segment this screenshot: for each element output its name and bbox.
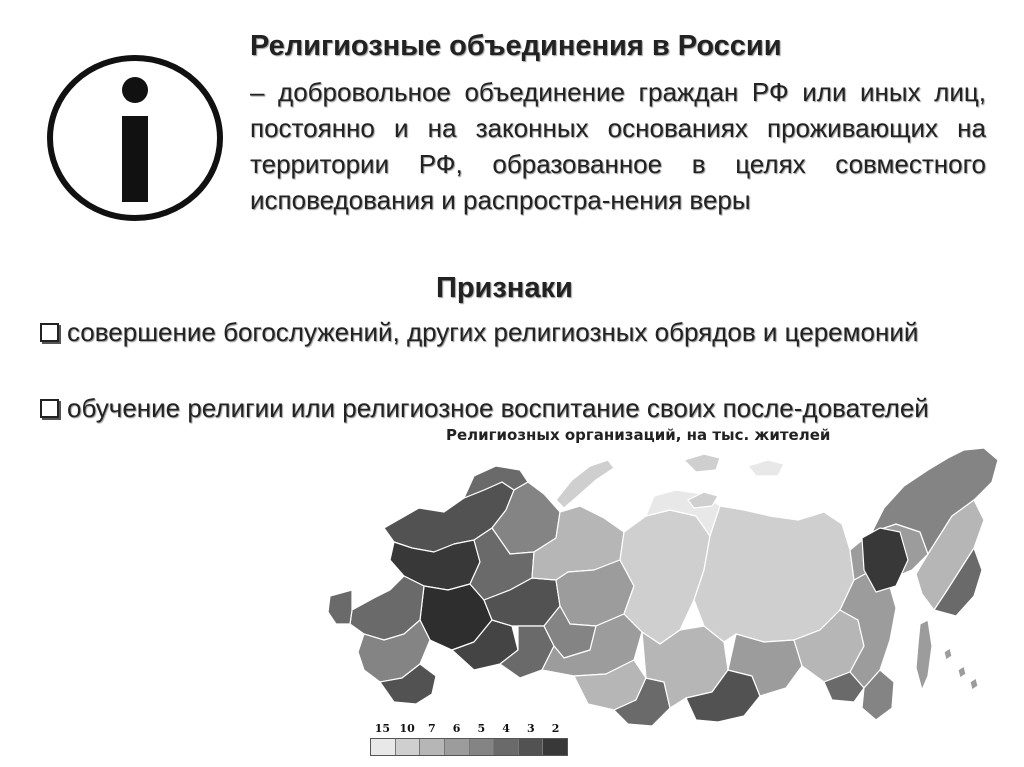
legend-swatches: [370, 738, 568, 756]
legend-swatch: [420, 739, 445, 755]
legend-label: 10: [399, 722, 415, 735]
sign-item-text: совершение богослужений, других религиозных обрядов и церемоний: [67, 317, 919, 347]
map-region: [620, 510, 710, 644]
legend-swatch: [494, 739, 519, 755]
checkbox-bullet-icon: [40, 323, 59, 342]
legend-labels: [370, 722, 568, 738]
map-title: Религиозных организаций, на тыс. жителей: [446, 426, 831, 444]
legend-label: 7: [428, 722, 436, 735]
sign-item-text: обучение религии или религиозное воспитание своих после-дователей: [67, 393, 929, 423]
legend-label: 5: [477, 722, 486, 735]
map-legend: [370, 722, 568, 756]
legend-swatch: [445, 739, 470, 755]
signs-heading: Признаки: [436, 272, 573, 304]
map-region: [944, 648, 952, 660]
legend-label: 3: [527, 722, 535, 735]
legend-label: 4: [502, 722, 510, 735]
map-region: [958, 666, 966, 678]
legend-swatch: [543, 739, 567, 755]
sign-list-item: [40, 314, 992, 350]
legend-label: 2: [551, 722, 560, 735]
map-region: [970, 678, 978, 690]
legend-label: 6: [452, 722, 461, 735]
legend-swatch: [371, 739, 396, 755]
map-region: [328, 590, 352, 624]
legend-swatch: [519, 739, 544, 755]
legend-swatch: [470, 739, 495, 755]
legend-swatch: [396, 739, 421, 755]
checkbox-bullet-icon: [40, 399, 59, 418]
map-region: [684, 454, 720, 472]
map-region: [556, 460, 614, 508]
russia-choropleth-map: [324, 420, 1024, 767]
definition-text: – добровольное объединение граждан РФ или иных лиц, постоянно и на законных основаниях проживающих на территории РФ, образованное в целях совместного исповедования и распростра-нения веры: [250, 77, 986, 215]
page-title: Религиозные объединения в России: [250, 30, 782, 62]
map-region: [916, 620, 932, 690]
legend-label: 15: [374, 722, 391, 735]
info-icon: [46, 54, 224, 222]
map-region: [748, 460, 784, 476]
